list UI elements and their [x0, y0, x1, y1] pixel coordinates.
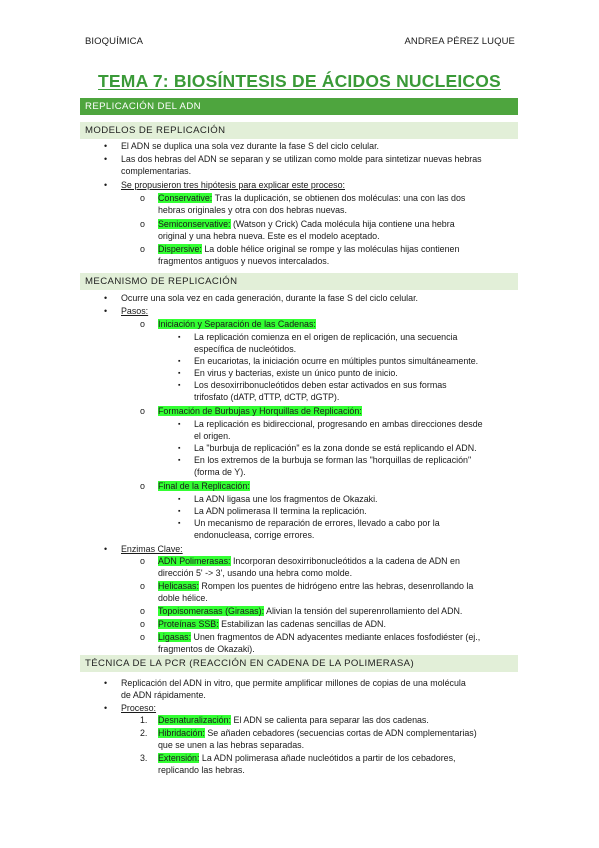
list-item	[158, 244, 459, 256]
list-item-cont: fragmentos de Okazaki).	[158, 644, 255, 654]
highlight-key: Iniciación y Separación de las Cadenas:	[158, 319, 316, 329]
header-subject: BIOQUÍMICA	[85, 36, 144, 47]
item-text: Alivian la tensión del superenrollamiento del ADN.	[264, 606, 463, 616]
highlight-key: Hibridación:	[158, 728, 205, 738]
list-item: Replicación del ADN in vitro, que permite amplificar millones de copias de una molécula	[121, 678, 466, 688]
highlight-key: Helicasas:	[158, 581, 199, 591]
item-text: La doble hélice original se rompe y las moléculas hijas contienen	[201, 244, 460, 254]
bullet: •	[104, 154, 108, 164]
list-item-cont: endonucleasa, corrige errores.	[194, 530, 315, 540]
item-text: (Watson y Crick) Cada molécula hija contiene una hebra	[230, 219, 455, 229]
highlight-key: Topoisomerasas (Girasas):	[158, 606, 265, 616]
list-item: Un mecanismo de reparación de errores, llevado a cabo por la	[194, 518, 440, 528]
list-item	[158, 606, 462, 618]
list-item: El ADN se duplica una sola vez durante la fase S del ciclo celular.	[121, 141, 380, 151]
item-text: Unen fragmentos de ADN adyacentes mediante enlaces fosfodiéster (ej.,	[191, 632, 481, 642]
highlight-key: Formación de Burbujas y Horquillas de Replicación:	[158, 406, 362, 416]
list-item: La "burbuja de replicación" es la zona donde se está replicando el ADN.	[194, 443, 477, 453]
list-item-cont: complementarias.	[121, 166, 192, 176]
sq-bullet: ▪	[178, 358, 181, 365]
item-text: Estabilizan las cadenas sencillas de ADN.	[218, 619, 386, 629]
list-item	[158, 728, 477, 740]
sq-bullet: ▪	[178, 370, 181, 377]
highlight-key: Extensión:	[158, 753, 200, 763]
step-number: 2.	[140, 728, 148, 738]
highlight-key: ADN Polimerasas:	[158, 556, 231, 566]
list-item-cont: hebras originales y otra con dos hebras nuevas.	[158, 205, 347, 215]
list-item-cont: de ADN rápidamente.	[121, 690, 206, 700]
list-item	[158, 193, 465, 205]
list-item-cont: original y una hebra nueva. Este es el modelo aceptado.	[158, 231, 380, 241]
sq-bullet: ▪	[178, 496, 181, 503]
list-item: La replicación comienza en el origen de replicación, una secuencia	[194, 332, 458, 342]
header-author: ANDREA PÉREZ LUQUE	[404, 36, 515, 47]
highlight-key: Semiconservative:	[158, 219, 231, 229]
page-title: TEMA 7: BIOSÍNTESIS DE ÁCIDOS NUCLEICOS	[98, 71, 501, 91]
list-item: Las dos hebras del ADN se separan y se utilizan como molde para sintetizar nuevas hebras	[121, 154, 482, 164]
bullet: •	[104, 703, 108, 713]
bullet: •	[104, 180, 108, 190]
sq-bullet: ▪	[178, 445, 181, 452]
item-text: Incorporan desoxirribonucleótidos a la cadena de ADN en	[230, 556, 460, 566]
list-item: Ocurre una sola vez en cada generación, durante la fase S del ciclo celular.	[121, 293, 418, 303]
highlight-key: Desnaturalización:	[158, 715, 232, 725]
highlight-key: Conservative:	[158, 193, 213, 203]
sub-bullet: o	[140, 219, 145, 229]
item-text: Rompen los puentes de hidrógeno entre las hebras, desenrollando la	[198, 581, 474, 591]
sq-bullet: ▪	[178, 520, 181, 527]
list-item: La replicación es bidireccional, progresando en ambas direcciones desde	[194, 419, 483, 429]
item-text: El ADN se calienta para separar las dos cadenas.	[231, 715, 429, 725]
bullet: •	[104, 544, 108, 554]
sub-bullet: o	[140, 406, 145, 416]
section-mecanismo: MECANISMO DE REPLICACIÓN	[80, 273, 518, 290]
list-item: En los extremos de la burbuja se forman las "horquillas de replicación"	[194, 455, 472, 465]
list-item	[158, 319, 316, 331]
list-item: Proceso:	[121, 703, 157, 713]
section-replicacion: REPLICACIÓN DEL ADN	[80, 98, 518, 115]
sub-bullet: o	[140, 193, 145, 203]
bullet: •	[104, 678, 108, 688]
list-item	[158, 481, 250, 493]
highlight-key: Proteínas SSB:	[158, 619, 219, 629]
list-item	[158, 406, 362, 418]
sub-bullet: o	[140, 606, 145, 616]
list-item-cont: replicando las hebras.	[158, 765, 245, 775]
list-item-cont: específica de nucleótidos.	[194, 344, 297, 354]
list-item: La ADN polimerasa II termina la replicación.	[194, 506, 367, 516]
step-number: 3.	[140, 753, 148, 763]
list-item: Enzimas Clave:	[121, 544, 183, 554]
sq-bullet: ▪	[178, 334, 181, 341]
sub-bullet: o	[140, 581, 145, 591]
list-item-cont: dirección 5' -> 3', usando una hebra como molde.	[158, 568, 353, 578]
sub-bullet: o	[140, 481, 145, 491]
sub-bullet: o	[140, 556, 145, 566]
list-item: La ADN ligasa une los fragmentos de Okazaki.	[194, 494, 378, 504]
list-item: Los desoxirribonucleótidos deben estar activados en sus formas	[194, 380, 447, 390]
list-item	[158, 753, 456, 765]
step-number: 1.	[140, 715, 148, 725]
sq-bullet: ▪	[178, 457, 181, 464]
highlight-key: Ligasas:	[158, 632, 192, 642]
bullet: •	[104, 141, 108, 151]
sub-bullet: o	[140, 319, 145, 329]
sub-bullet: o	[140, 619, 145, 629]
sub-bullet: o	[140, 632, 145, 642]
list-item	[158, 219, 455, 231]
list-item	[158, 556, 460, 568]
item-text: La ADN polimerasa añade nucleótidos a partir de los cebadores,	[199, 753, 456, 763]
list-item	[158, 632, 480, 644]
list-item	[158, 715, 429, 727]
sub-bullet: o	[140, 244, 145, 254]
list-item-cont: que se unen a las hebras separadas.	[158, 740, 305, 750]
sq-bullet: ▪	[178, 508, 181, 515]
list-item-cont: fragmentos antiguos y nuevos intercalados.	[158, 256, 330, 266]
list-item-cont: (forma de Y).	[194, 467, 246, 477]
list-item: En eucariotas, la iniciación ocurre en múltiples puntos simultáneamente.	[194, 356, 479, 366]
list-item: Pasos:	[121, 306, 149, 316]
section-modelos: MODELOS DE REPLICACIÓN	[80, 122, 518, 139]
highlight-key: Dispersive:	[158, 244, 202, 254]
sq-bullet: ▪	[178, 382, 181, 389]
section-pcr: TÉCNICA DE LA PCR (REACCIÓN EN CADENA DE LA POLIMERASA)	[80, 655, 518, 672]
item-text: Tras la duplicación, se obtienen dos moléculas: una con las dos	[212, 193, 466, 203]
list-item: En virus y bacterias, existe un único punto de inicio.	[194, 368, 398, 378]
sq-bullet: ▪	[178, 421, 181, 428]
list-item	[158, 581, 473, 593]
highlight-key: Final de la Replicación:	[158, 481, 250, 491]
bullet: •	[104, 293, 108, 303]
list-item	[158, 619, 386, 631]
list-item-cont: doble hélice.	[158, 593, 208, 603]
list-item: Se propusieron tres hipótesis para explicar este proceso:	[121, 180, 345, 190]
bullet: •	[104, 306, 108, 316]
list-item-cont: trifosfato (dATP, dTTP, dCTP, dGTP).	[194, 392, 340, 402]
item-text: Se añaden cebadores (secuencias cortas de ADN complementarias)	[204, 728, 477, 738]
list-item-cont: el origen.	[194, 431, 231, 441]
